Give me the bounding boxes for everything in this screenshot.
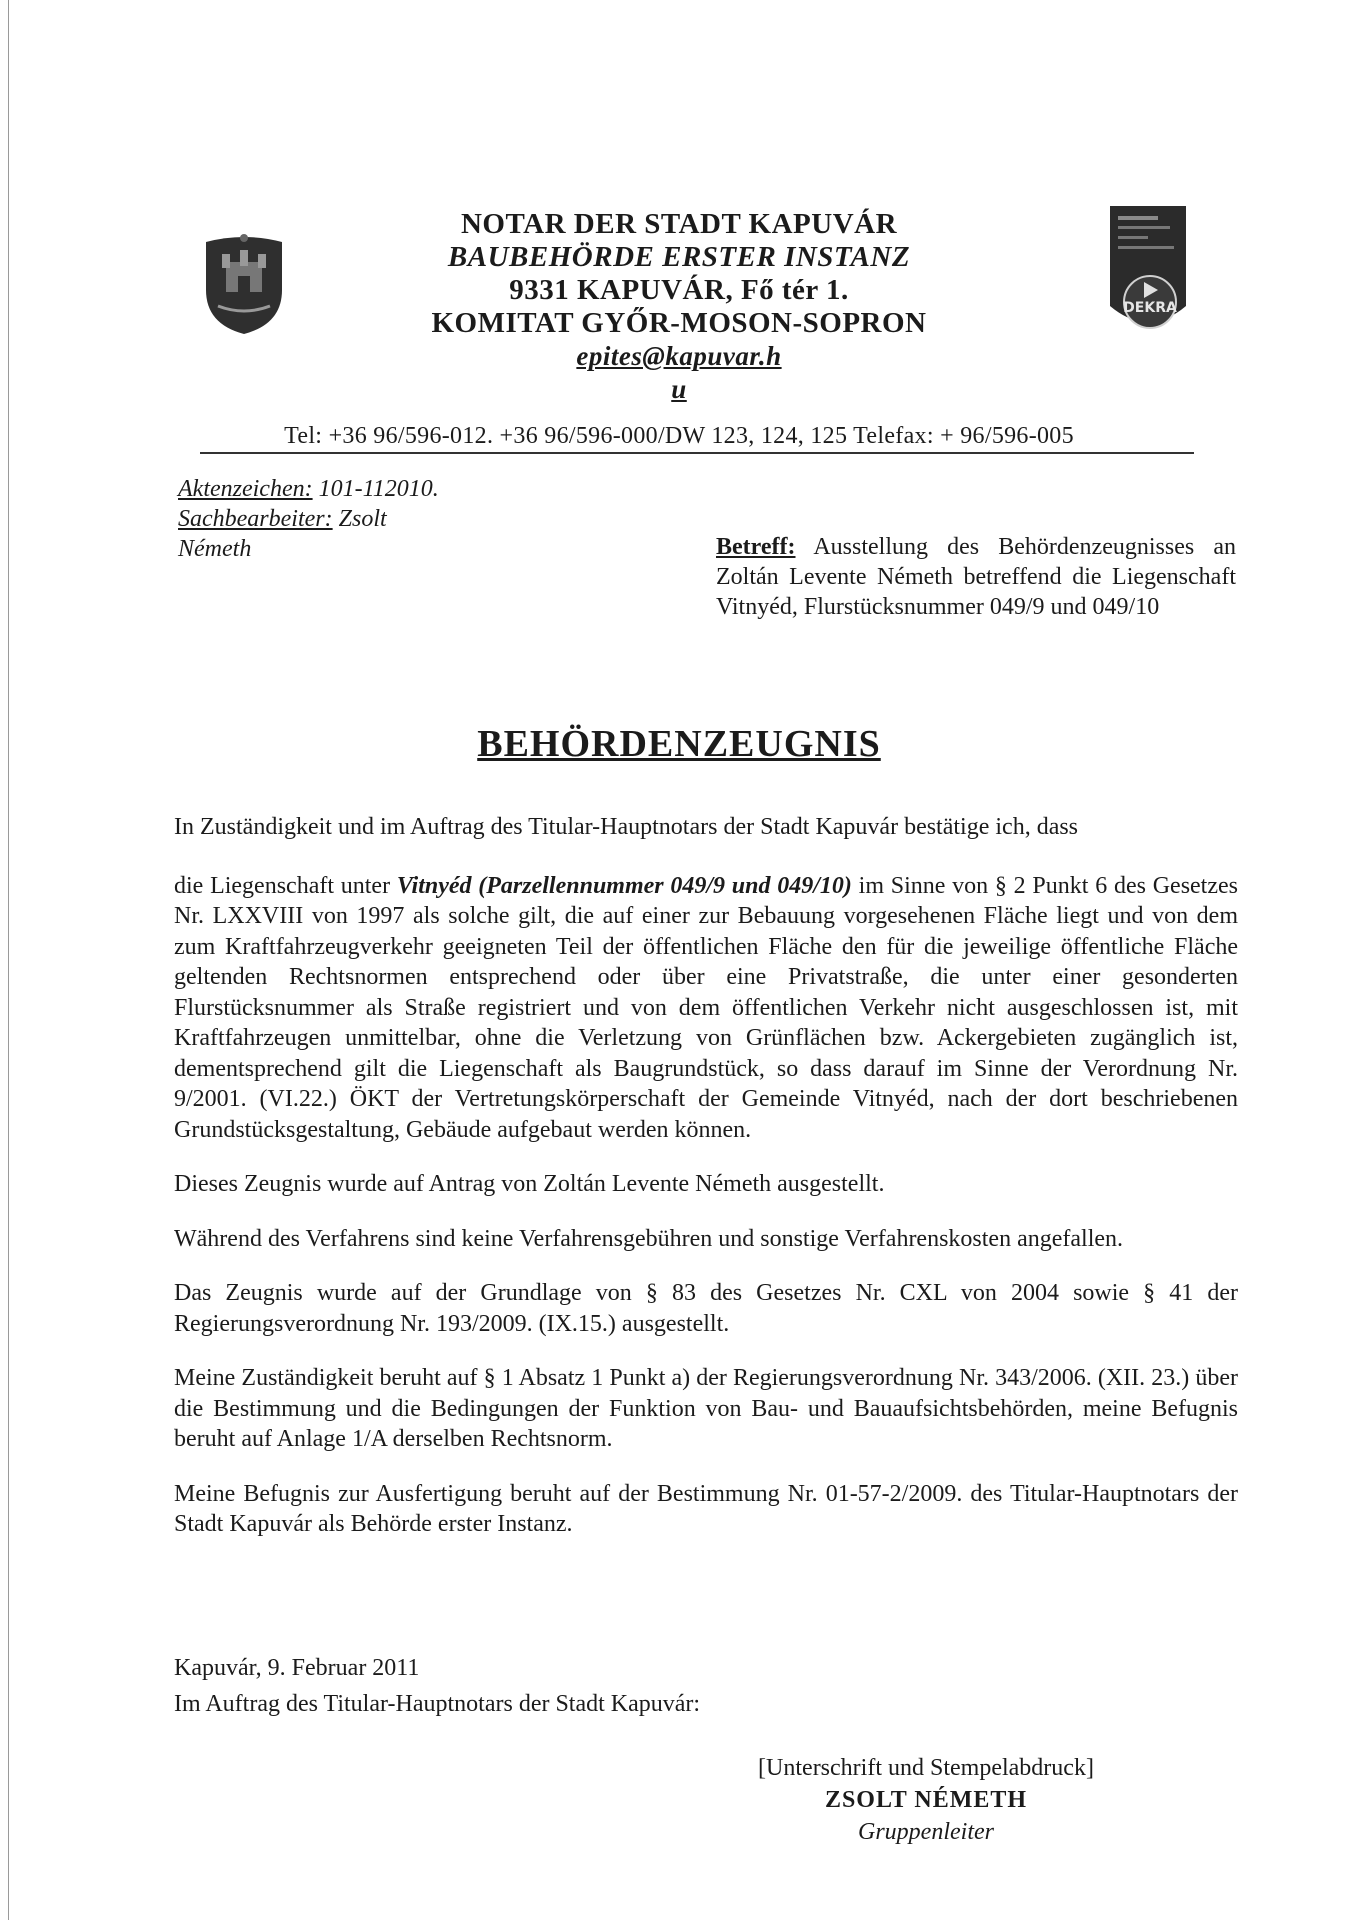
- officer-first-name: Zsolt: [338, 506, 387, 532]
- signatory-role: Gruppenleiter: [858, 1819, 994, 1845]
- svg-text:DEKRA: DEKRA: [1123, 300, 1177, 316]
- body-paragraph-1-rest: im Sinne von § 2 Punkt 6 des Gesetzes Nr. LXXVIII von 1997 als solche gilt, die auf einer zur Bebauung vorgesehenen Fläche liegt und von dem zum Kraftfahrzeugverkehr geeigneten Teil der öffentlichen Fläche den für die jeweilige öffentliche Fläche geltenden Rechtsnormen entsprechend oder über eine Privatstraße, die unter einer gesonderten Flurstücksnummer als Straße registriert und von dem öffentlichen Verkehr nicht ausgeschlossen ist, mit Kraftfahrzeugen unmittelbar, ohne die Verletzung von Grünflächen bzw. Ackergebieten zugänglich ist, dementsprechend gilt die Liegenschaft als Baugrundstück, so dass darauf im Sinne der Verordnung Nr. 9/2001. (VI.22.) ÖKT der Vertretungskörperschaft der Gemeinde Vitnyéd, nach der dort beschriebenen Grundstücksgestaltung, Gebäude aufgebaut werden können.: [174, 872, 1238, 1143]
- subject-text: Ausstellung des Behördenzeugnisses an Zoltán Levente Németh betreffend die Liegenschaft Vitnyéd, Flurstücksnummer 049/9 und 049/10: [716, 534, 1236, 620]
- email-link[interactable]: epites@kapuvar.h: [576, 341, 782, 371]
- subject-label: Betreff:: [716, 534, 796, 560]
- signature-block: [736, 1752, 1116, 1848]
- property-reference: Vitnyéd (Parzellennummer 049/9 und 049/10): [396, 872, 852, 899]
- header-divider: [200, 452, 1194, 454]
- officer-last-name: Németh: [178, 536, 252, 562]
- authority-subtitle: BAUBEHÖRDE ERSTER INSTANZ: [447, 241, 911, 273]
- place-and-date: Kapuvár, 9. Februar 2011: [174, 1655, 420, 1681]
- document-title: BEHÖRDENZEUGNIS: [477, 723, 881, 765]
- file-number-value: 101-112010.: [318, 476, 439, 502]
- authority-county: KOMITAT GYŐR-MOSON-SOPRON: [431, 307, 927, 339]
- signatory-name: ZSOLT NÉMETH: [824, 1787, 1028, 1813]
- letterhead: [0, 208, 1358, 453]
- file-number-label: Aktenzeichen:: [178, 476, 313, 502]
- on-behalf-line: Im Auftrag des Titular-Hauptnotars der Stadt Kapuvár:: [174, 1691, 701, 1717]
- reference-block: [178, 474, 498, 564]
- body-paragraph-5: Meine Zuständigkeit beruht auf § 1 Absatz 1 Punkt a) der Regierungsverordnung Nr. 343/2006. (XII. 23.) über die Bestimmung und die Bedingungen der Funktion von Bau- und Bauaufsichtsbehörden, meine Befugnis beruht auf Anlage 1/A derselben Rechtsnorm.: [174, 1365, 1238, 1452]
- subject-block: [716, 532, 1236, 622]
- body-intro: In Zuständigkeit und im Auftrag des Titular-Hauptnotars der Stadt Kapuvár bestätige ich, dass: [174, 814, 1079, 840]
- body-paragraph-4: Das Zeugnis wurde auf der Grundlage von § 83 des Gesetzes Nr. CXL von 2004 sowie § 41 der Regierungsverordnung Nr. 193/2009. (IX.15.) ausgestellt.: [174, 1280, 1238, 1337]
- body-paragraph-2: Dieses Zeugnis wurde auf Antrag von Zoltán Levente Németh ausgestellt.: [174, 1171, 885, 1197]
- body-paragraph-1-start: die Liegenschaft unter: [174, 872, 397, 899]
- closing-block: [174, 1650, 700, 1722]
- email-link-continuation[interactable]: u: [671, 374, 687, 404]
- signature-note: [Unterschrift und Stempelabdruck]: [758, 1755, 1094, 1781]
- body-paragraph-6: Meine Befugnis zur Ausfertigung beruht auf der Bestimmung Nr. 01-57-2/2009. des Titular-Hauptnotars der Stadt Kapuvár als Behörde erster Instanz.: [174, 1480, 1238, 1537]
- body-paragraph-1: [174, 871, 1238, 1146]
- authority-address: 9331 KAPUVÁR, Fő tér 1.: [509, 274, 849, 306]
- body-paragraph-3: Während des Verfahrens sind keine Verfahrensgebühren und sonstige Verfahrenskosten angefallen.: [174, 1225, 1124, 1252]
- contact-phone-line: Tel: +36 96/596-012. +36 96/596-000/DW 123, 124, 125 Telefax: + 96/596-005: [284, 423, 1074, 449]
- authority-name: NOTAR DER STADT KAPUVÁR: [460, 208, 898, 240]
- officer-label: Sachbearbeiter:: [178, 506, 333, 532]
- document-body: [174, 812, 1238, 1564]
